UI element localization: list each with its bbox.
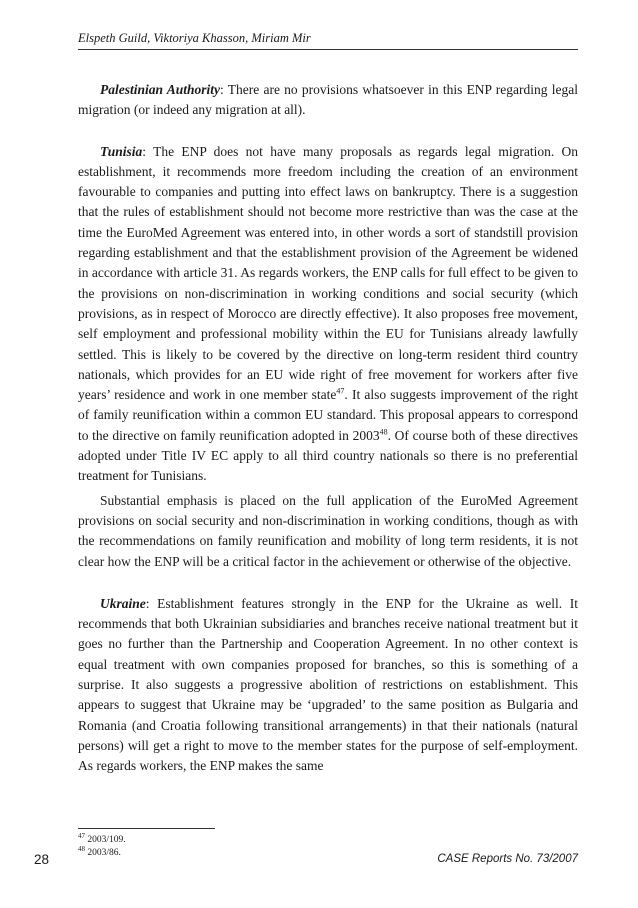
footnote-48-number: 48 <box>78 844 85 853</box>
text-tunisia-a: : The ENP does not have many proposals as regards legal migration. On establishment, it recommends more freedom including the creation of an environment favourable to companies and putting into effect laws on bankruptcy. There is a suggestion that the rules of establishment should not become more restrictive than was the case at the time the EuroMed Agreement was entered into, in other words a sort of standstill provision regarding establishment and that the establishment provision of the Agreement be widened in accordance with article 31. As regards workers, the ENP calls for full effect to be given to the provisions on non-discrimination in working conditions and social security (which provisions, as in respect of Morocco are directly effective). It also proposes free movement, self employment and professional mobility within the EU for Tunisians already lawfully settled. This is likely to be covered by the directive on long-term resident third country nationals, which provides for an EU wide right of free movement for workers after five years’ residence and work in one member state <box>78 143 578 403</box>
lead-ukraine: Ukraine <box>100 595 146 611</box>
report-label: CASE Reports No. 73/2007 <box>437 853 578 865</box>
paragraph-palestinian-authority <box>78 80 578 121</box>
footnote-48 <box>78 844 121 858</box>
paragraph-ukraine <box>78 594 578 777</box>
body-text <box>78 80 578 777</box>
footnote-48-text: 2003/86. <box>87 848 121 858</box>
text-tunisia-c: . Of course both of these directives adopted under Title IV EC apply to all third country nationals so there is no preferential treatment for Tunisians. <box>78 427 578 484</box>
text-palestinian-authority: : There are no provisions whatsoever in this ENP regarding legal migration (or indeed any migration at all). <box>78 82 578 118</box>
footnote-ref-48: 48 <box>379 427 388 437</box>
page-number: 28 <box>34 852 50 867</box>
footnote-rule <box>78 828 215 829</box>
lead-palestinian-authority: Palestinian Authority <box>100 82 221 97</box>
footnote-47-number: 47 <box>78 831 85 840</box>
paragraph-substantial-emphasis: Substantial emphasis is placed on the full application of the EuroMed Agreement provisions on social security and non-discrimination in working conditions, though as with the recommendations on family reunification and mobility of long term residents, it is not clear how the ENP will be a critical factor in the achievement or otherwise of the objective. <box>78 492 578 569</box>
text-tunisia-b: . It also suggests improvement of the right of family reunification within a common EU standard. This proposal appears to correspond to the directive on family reunification adopted in 2003 <box>78 387 578 443</box>
paragraph-tunisia <box>78 142 578 487</box>
lead-tunisia: Tunisia <box>100 143 143 159</box>
header-rule <box>78 49 578 50</box>
text-ukraine: : Establishment features strongly in the ENP for the Ukraine as well. It recommends that both Ukrainian subsidiaries and branches receive national treatment but it goes no further than the Partnership and Cooperation Agreement. In no other context is equal treatment with own companies proposed for branches, so this is something of a surprise. It also suggests a progressive abolition of restrictions on establishment. This appears to suggest that Ukraine may be ‘upgraded’ to the same position as Bulgaria and Romania (and Croatia following transitional arrangements) in that their nationals (natural persons) will get a right to move to the member states for the purpose of self-employment. As regards workers, the ENP makes the same <box>78 595 578 774</box>
running-header: Elspeth Guild, Viktoriya Khasson, Miriam Mir <box>78 31 311 45</box>
footnote-47-text: 2003/109. <box>87 835 126 845</box>
footnote-47 <box>78 831 126 845</box>
footnote-ref-47: 47 <box>336 386 345 396</box>
